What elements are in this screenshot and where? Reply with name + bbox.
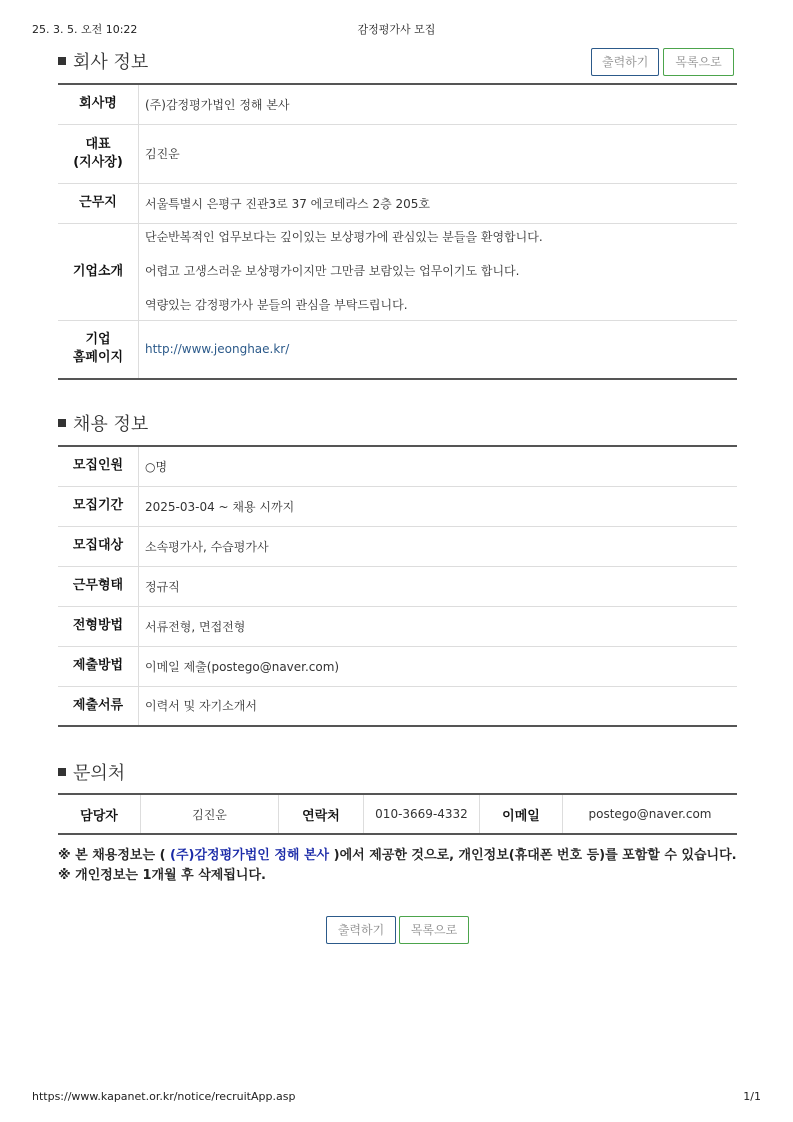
table-row — [58, 84, 737, 124]
phone-value: 010-3669-4332 — [364, 794, 480, 834]
location-value: 서울특별시 은평구 진관3로 37 에코테라스 2층 205호 — [139, 183, 738, 223]
intro-label: 기업소개 — [58, 223, 139, 320]
homepage-label — [58, 320, 139, 379]
recruit-row-label: 모집기간 — [58, 486, 139, 526]
contact-section-title — [58, 759, 125, 785]
recruit-row-value: 소속평가사, 수습평가사 — [139, 526, 738, 566]
manager-label: 담당자 — [58, 794, 141, 834]
recruit-row-label: 근무형태 — [58, 566, 139, 606]
table-row — [58, 446, 737, 486]
recruit-section-title-text: 채용 정보 — [73, 414, 149, 435]
table-row — [58, 646, 737, 686]
print-page-number: 1/1 — [743, 1090, 761, 1103]
recruit-row-label: 전형방법 — [58, 606, 139, 646]
phone-label: 연락처 — [279, 794, 364, 834]
table-row — [58, 223, 737, 320]
recruit-row-label: 모집인원 — [58, 446, 139, 486]
company-name-value: (주)감정평가법인 정해 본사 — [139, 84, 738, 124]
table-row — [58, 686, 737, 726]
print-button-top[interactable]: 출력하기 — [591, 48, 659, 76]
list-button-bottom[interactable]: 목록으로 — [399, 916, 469, 944]
square-bullet-icon — [58, 57, 66, 65]
intro-line-3: 역량있는 감정평가사 분들의 관심을 부탁드립니다. — [145, 298, 408, 312]
privacy-notice — [58, 846, 738, 886]
company-section-title — [58, 48, 148, 74]
print-button-bottom[interactable]: 출력하기 — [326, 916, 396, 944]
notice-company: (주)감정평가법인 정해 본사 — [170, 848, 330, 863]
notice-prefix: ※ 본 채용정보는 ( — [58, 848, 171, 863]
recruit-row-label: 모집대상 — [58, 526, 139, 566]
recruit-row-label: 제출방법 — [58, 646, 139, 686]
square-bullet-icon — [58, 768, 66, 776]
contact-section-title-text: 문의처 — [73, 763, 126, 784]
table-row — [58, 486, 737, 526]
notice-suffix: )에서 제공한 것으로, 개인정보(휴대폰 번호 등)를 포함할 수 있습니다. — [329, 848, 737, 863]
table-row — [58, 183, 737, 223]
privacy-notice-line1 — [58, 846, 738, 866]
representative-label-line2: (지사장) — [73, 154, 123, 170]
table-row — [58, 606, 737, 646]
square-bullet-icon — [58, 419, 66, 427]
recruit-row-value: ○명 — [139, 446, 738, 486]
recruit-row-label: 제출서류 — [58, 686, 139, 726]
recruit-row-value: 서류전형, 면접전형 — [139, 606, 738, 646]
print-footer-url: https://www.kapanet.or.kr/notice/recruitApp.asp — [32, 1090, 296, 1103]
table-row — [58, 320, 737, 379]
homepage-link[interactable]: http://www.jeonghae.kr/ — [145, 342, 290, 357]
company-info-table — [58, 83, 737, 380]
homepage-label-line1: 기업 — [85, 332, 111, 348]
recruit-row-value: 이메일 제출(postego@naver.com) — [139, 646, 738, 686]
email-label: 이메일 — [480, 794, 563, 834]
intro-line-2: 어렵고 고생스러운 보상평가이지만 그만큼 보람있는 업무이기도 합니다. — [145, 264, 520, 278]
recruit-row-value: 이력서 및 자기소개서 — [145, 699, 257, 714]
homepage-label-line2: 홈페이지 — [72, 350, 124, 366]
table-row — [58, 526, 737, 566]
privacy-notice-line2: ※ 개인정보는 1개월 후 삭제됩니다. — [58, 868, 266, 883]
print-datetime: 25. 3. 5. 오전 10:22 — [32, 23, 138, 36]
list-button-top[interactable]: 목록으로 — [663, 48, 734, 76]
table-row — [58, 124, 737, 183]
location-label: 근무지 — [58, 183, 139, 223]
recruit-row-value: 정규직 — [139, 566, 738, 606]
recruit-info-table — [58, 445, 737, 727]
recruit-row-value: 2025-03-04 ~ 채용 시까지 — [139, 486, 738, 526]
email-value: postego@naver.com — [588, 807, 712, 821]
representative-value: 김진운 — [139, 124, 738, 183]
homepage-value — [139, 320, 738, 379]
contact-table — [58, 793, 737, 835]
company-section-title-text: 회사 정보 — [73, 52, 149, 73]
representative-label-line1: 대표 — [85, 136, 111, 152]
print-page-title: 감정평가사 모집 — [357, 23, 436, 36]
intro-line-1: 단순반복적인 업무보다는 깊이있는 보상평가에 관심있는 분들을 환영합니다. — [145, 230, 543, 244]
manager-value: 김진운 — [141, 794, 279, 834]
intro-value — [139, 223, 738, 320]
representative-label — [58, 124, 139, 183]
table-row — [58, 794, 737, 834]
recruit-section-title — [58, 410, 148, 436]
table-row — [58, 566, 737, 606]
company-name-label: 회사명 — [58, 84, 139, 124]
